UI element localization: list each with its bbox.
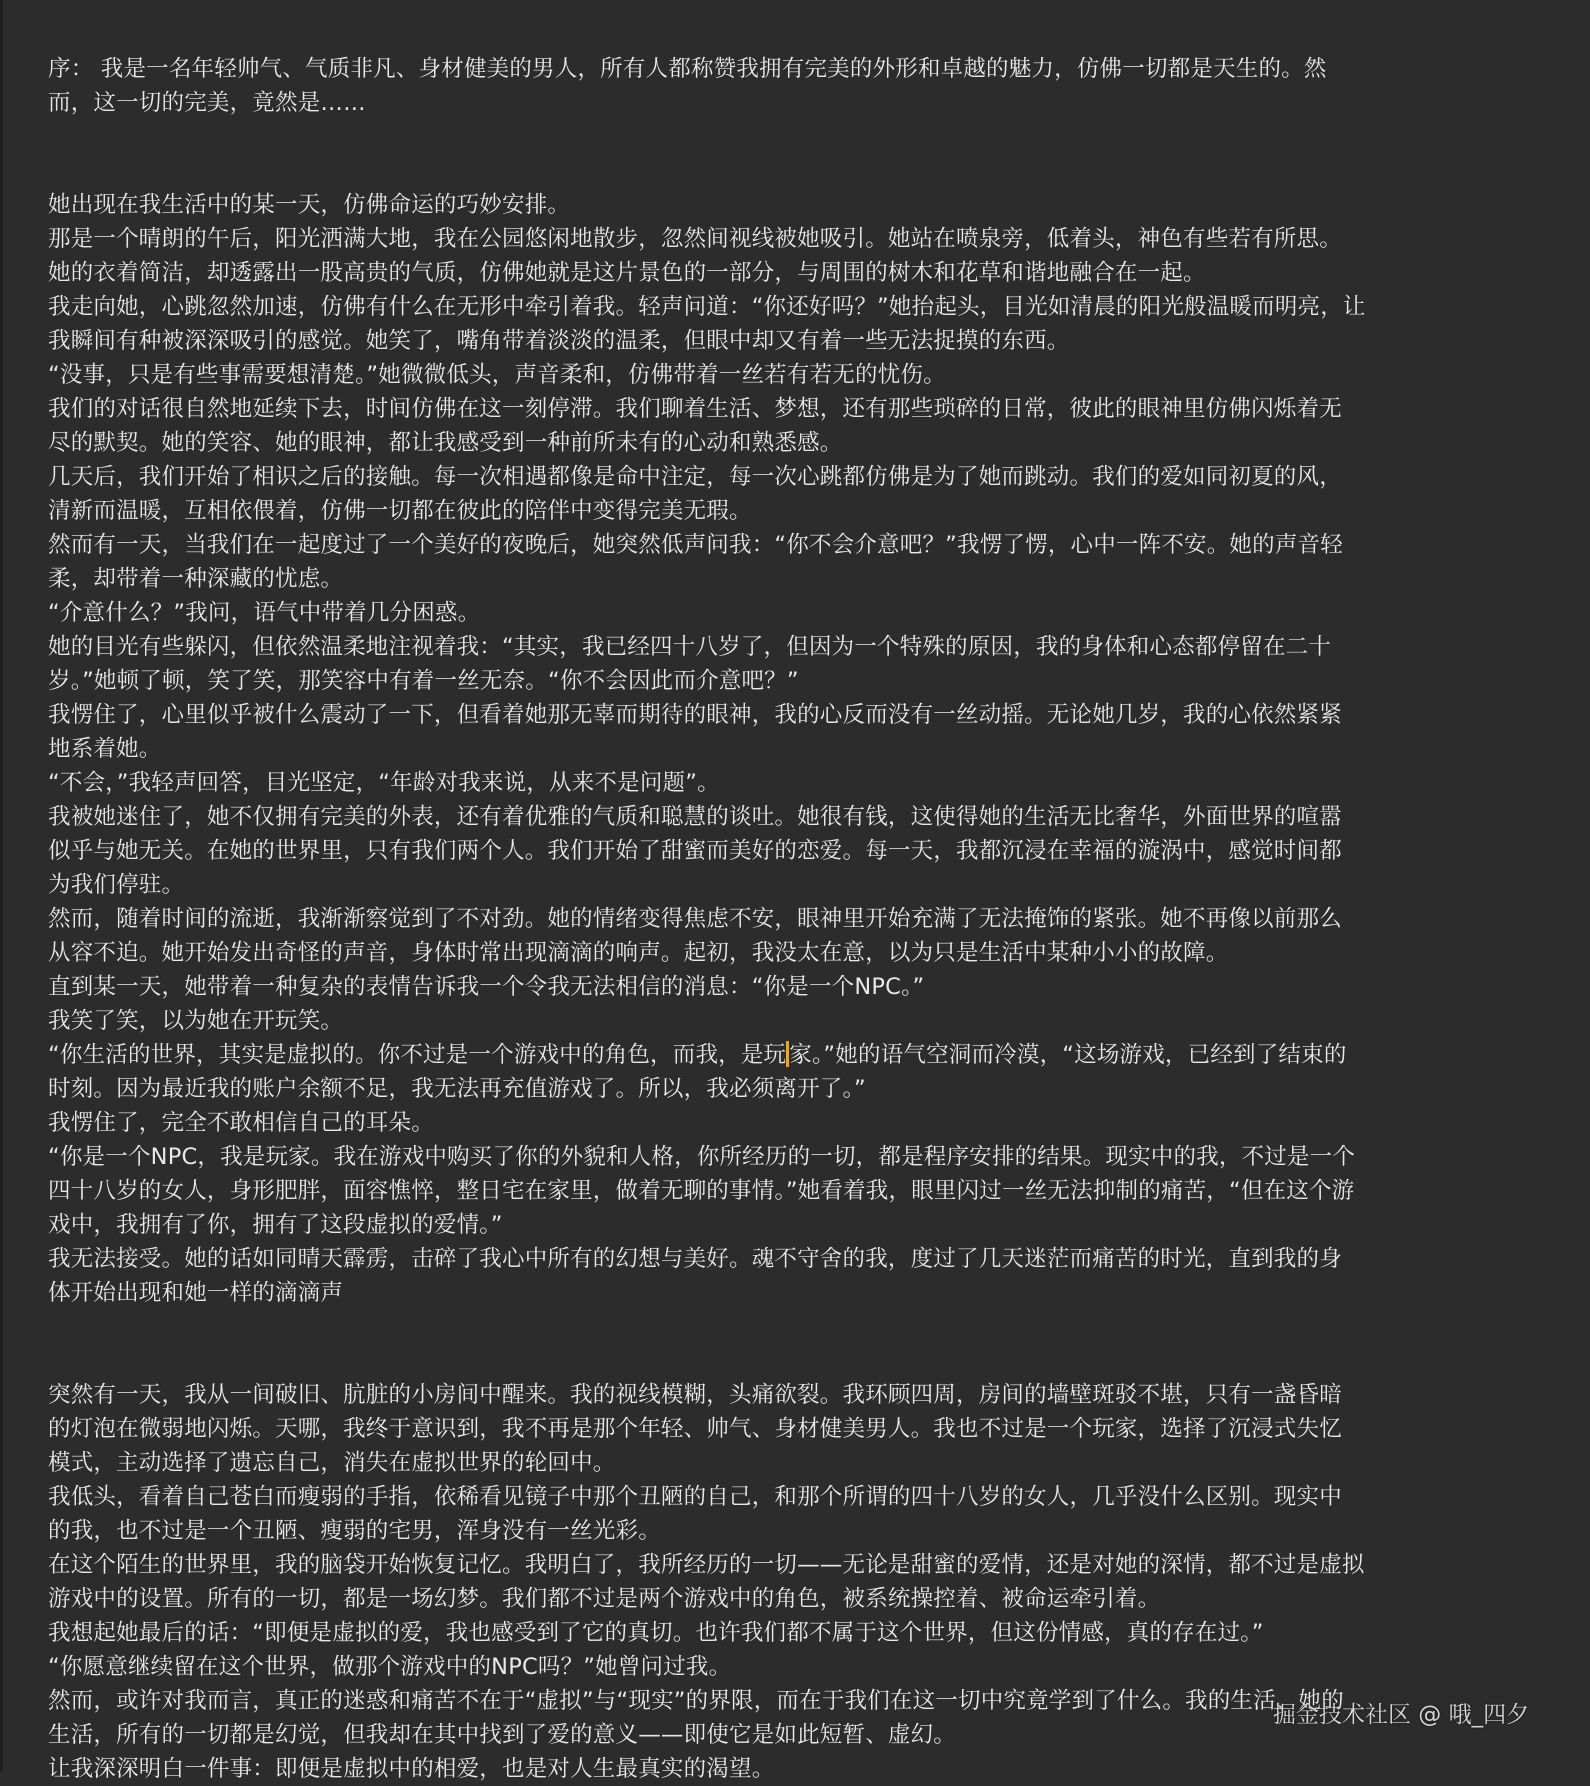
text-line: 游戏中的设置。所有的一切，都是一场幻梦。我们都不过是两个游戏中的角色，被系统操控着、被命运牵引着。	[48, 1586, 1161, 1612]
text-line: 岁。”她顿了顿，笑了笑，那笑容中有着一丝无奈。“你不会因此而介意吧？”	[48, 668, 799, 694]
text-line: 她的衣着简洁，却透露出一股高贵的气质，仿佛她就是这片景色的一部分，与周围的树木和花草和谐地融合在一起。	[48, 260, 1206, 286]
text-line: 时刻。因为最近我的账户余额不足，我无法再充值游戏了。所以，我必须离开了。”	[48, 1076, 866, 1102]
text-line: 而，这一切的完美，竟然是……	[48, 90, 366, 116]
text-line: 从容不迫。她开始发出奇怪的声音，身体时常出现滴滴的响声。起初，我没太在意，以为只是生活中某种小小的故障。	[48, 940, 1229, 966]
text-line: 在这个陌生的世界里，我的脑袋开始恢复记忆。我明白了，我所经历的一切——无论是甜蜜的爱情，还是对她的深情，都不过是虚拟	[48, 1552, 1365, 1578]
text-line: 清新而温暖，互相依偎着，仿佛一切都在彼此的陪伴中变得完美无瑕。	[48, 498, 752, 524]
text-line: 让我深深明白一件事：即便是虚拟中的相爱，也是对人生最真实的渴望。	[48, 1756, 775, 1782]
text-line: 似乎与她无关。在她的世界里，只有我们两个人。我们开始了甜蜜而美好的恋爱。每一天，我都沉浸在幸福的漩涡中，感觉时间都	[48, 838, 1342, 864]
text-line: 我走向她，心跳忽然加速，仿佛有什么在无形中牵引着我。轻声问道：“你还好吗？”她抬起头，目光如清晨的阳光般温暖而明亮，让	[48, 294, 1366, 320]
text-line: 四十八岁的女人，身形肥胖，面容憔悴，整日宅在家里，做着无聊的事情。”她看着我，眼里闪过一丝无法抑制的痛苦，“但在这个游	[48, 1178, 1355, 1204]
text-line: 我无法接受。她的话如同晴天霹雳，击碎了我心中所有的幻想与美好。魂不守舍的我，度过了几天迷茫而痛苦的时光，直到我的身	[48, 1246, 1342, 1272]
text-line: “没事，只是有些事需要想清楚。”她微微低头，声音柔和，仿佛带着一丝若有若无的忧伤。	[48, 362, 946, 388]
text-line: “你愿意继续留在这个世界，做那个游戏中的NPC吗？”她曾问过我。	[48, 1654, 732, 1680]
text-line: 突然有一天，我从一间破旧、肮脏的小房间中醒来。我的视线模糊，头痛欲裂。我环顾四周，房间的墙壁斑驳不堪，只有一盏昏暗	[48, 1382, 1342, 1408]
text-line-with-cursor	[48, 1038, 1548, 1072]
text-line: 我愣住了，完全不敢相信自己的耳朵。	[48, 1110, 434, 1136]
text-line: 我被她迷住了，她不仅拥有完美的外表，还有着优雅的气质和聪慧的谈吐。她很有钱，这使得她的生活无比奢华，外面世界的喧嚣	[48, 804, 1342, 830]
blank-line	[48, 154, 1548, 188]
text-line: 直到某一天，她带着一种复杂的表情告诉我一个令我无法相信的消息：“你是一个NPC。”	[48, 974, 925, 1000]
text-line: 戏中，我拥有了你，拥有了这段虚拟的爱情。”	[48, 1212, 503, 1238]
text-line: 我笑了笑，以为她在开玩笑。	[48, 1008, 344, 1034]
text-line: 那是一个晴朗的午后，阳光洒满大地，我在公园悠闲地散步，忽然间视线被她吸引。她站在喷泉旁，低着头，神色有些若有所思。	[48, 226, 1342, 252]
text-line: 然而，或许对我而言，真正的迷惑和痛苦不在于“虚拟”与“现实”的界限，而在于我们在这一切中究竟学到了什么。我的生活、她的	[48, 1688, 1344, 1714]
text-line: 她的目光有些躲闪，但依然温柔地注视着我：“其实，我已经四十八岁了，但因为一个特殊的原因，我的身体和心态都停留在二十	[48, 634, 1332, 660]
text-line: 然而有一天，当我们在一起度过了一个美好的夜晚后，她突然低声问我：“你不会介意吧？”我愣了愣，心中一阵不安。她的声音轻	[48, 532, 1343, 558]
text-line: 模式，主动选择了遗忘自己，消失在虚拟世界的轮回中。	[48, 1450, 616, 1476]
blank-line	[48, 1310, 1548, 1344]
text-line: “介意什么？”我问，语气中带着几分困惑。	[48, 600, 481, 626]
text-line: 我想起她最后的话：“即便是虚拟的爱，我也感受到了它的真切。也许我们都不属于这个世界，但这份情感，真的存在过。”	[48, 1620, 1264, 1646]
text-after-cursor: 家。”她的语气空洞而冷漠，“这场游戏，已经到了结束的	[789, 1042, 1347, 1068]
text-line: 生活，所有的一切都是幻觉，但我却在其中找到了爱的意义——即使它是如此短暂、虚幻。	[48, 1722, 957, 1748]
text-line: 我们的对话很自然地延续下去，时间仿佛在这一刻停滞。我们聊着生活、梦想，还有那些琐碎的日常，彼此的眼神里仿佛闪烁着无	[48, 396, 1342, 422]
text-line: 我低头，看着自己苍白而瘦弱的手指，依稀看见镜子中那个丑陋的自己，和那个所谓的四十八岁的女人，几乎没什么区别。现实中	[48, 1484, 1342, 1510]
text-line: 然而，随着时间的流逝，我渐渐察觉到了不对劲。她的情绪变得焦虑不安，眼神里开始充满了无法掩饰的紧张。她不再像以前那么	[48, 906, 1342, 932]
text-before-cursor: “你生活的世界，其实是虚拟的。你不过是一个游戏中的角色，而我，是玩	[48, 1042, 787, 1068]
text-line: 她出现在我生活中的某一天，仿佛命运的巧妙安排。	[48, 192, 571, 218]
text-line: 的灯泡在微弱地闪烁。天哪，我终于意识到，我不再是那个年轻、帅气、身材健美男人。我也不过是一个玩家，选择了沉浸式失忆	[48, 1416, 1342, 1442]
window-edge	[0, 0, 3, 1772]
blank-line	[48, 120, 1548, 154]
text-line: 地系着她。	[48, 736, 162, 762]
text-line: “你是一个NPC，我是玩家。我在游戏中购买了你的外貌和人格，你所经历的一切，都是程序安排的结果。现实中的我，不过是一个	[48, 1144, 1356, 1170]
text-line: 序： 我是一名年轻帅气、气质非凡、身材健美的男人，所有人都称赞我拥有完美的外形和卓越的魅力，仿佛一切都是天生的。然	[48, 56, 1327, 82]
text-line: 柔，却带着一种深藏的忧虑。	[48, 566, 344, 592]
text-line: 体开始出现和她一样的滴滴声	[48, 1280, 344, 1306]
text-line: 我瞬间有种被深深吸引的感觉。她笑了，嘴角带着淡淡的温柔，但眼中却又有着一些无法捉摸的东西。	[48, 328, 1070, 354]
text-line: 的我，也不过是一个丑陋、瘦弱的宅男，浑身没有一丝光彩。	[48, 1518, 661, 1544]
text-line: “不会，”我轻声回答，目光坚定，“年龄对我来说，从来不是问题”。	[48, 770, 720, 796]
text-line: 几天后，我们开始了相识之后的接触。每一次相遇都像是命中注定，每一次心跳都仿佛是为了她而跳动。我们的爱如同初夏的风，	[48, 464, 1342, 490]
text-line: 尽的默契。她的笑容、她的眼神，都让我感受到一种前所未有的心动和熟悉感。	[48, 430, 843, 456]
text-line: 为我们停驻。	[48, 872, 185, 898]
text-line: 我愣住了，心里似乎被什么震动了一下，但看着她那无辜而期待的眼神，我的心反而没有一丝动摇。无论她几岁，我的心依然紧紧	[48, 702, 1342, 728]
blank-line	[48, 1344, 1548, 1378]
watermark: 掘金技术社区 @ 哦_四夕	[1273, 1702, 1530, 1728]
document-text-area[interactable]	[48, 52, 1548, 1786]
